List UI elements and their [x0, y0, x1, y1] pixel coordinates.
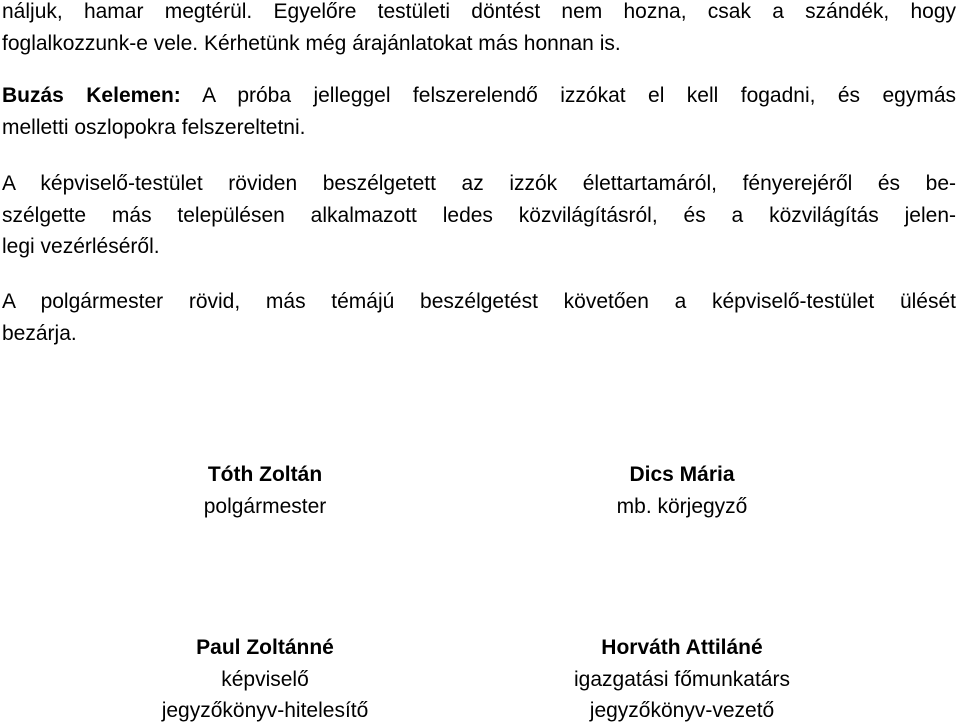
signature-secretary-function: jegyzőkönyv-vezető [589, 699, 775, 722]
paragraph-closing [2, 286, 956, 349]
signature-secretary [532, 632, 832, 727]
paragraph-top [2, 0, 956, 59]
paragraph-discussion [2, 168, 956, 263]
signature-mayor-role: polgármester [203, 494, 327, 518]
paragraph-top-line-2: foglalkozzunk-e vele. Kérhetünk még árajánlatokat más honnan is. [2, 31, 621, 55]
signature-representative-function: jegyzőkönyv-hitelesítő [161, 699, 369, 722]
paragraph-closing-line-2: bezárja. [2, 321, 77, 345]
paragraph-closing-line-1: A polgármester rövid, más témájú beszélgetést követően a képviselő-testület ülését [2, 290, 956, 313]
paragraph-buzas-line-2: melletti oszlopokra felszereltetni. [2, 115, 306, 139]
signature-representative-role: képviselő [221, 667, 309, 691]
paragraph-buzas-line-1-text: A próba jelleggel felszerelendő izzókat el kell fogadni, és egymás [180, 84, 956, 107]
signature-representative [115, 632, 415, 727]
signature-mayor [115, 459, 415, 522]
paragraph-discussion-line-3: legi vezérléséről. [2, 235, 160, 258]
signature-notary [532, 459, 832, 522]
paragraph-top-line-1: náljuk, hamar megtérül. Egyelőre testületi döntést nem hozna, csak a szándék, hogy [2, 0, 956, 23]
signature-secretary-role: igazgatási főmunkatárs [574, 667, 790, 691]
signature-notary-role: mb. körjegyző [616, 494, 748, 518]
paragraph-discussion-line-1: A képviselő-testület röviden beszélgetett az izzók élettartamáról, fényerejéről és be- [2, 172, 956, 195]
paragraph-discussion-line-2: szélgette más településen alkalmazott ledes közvilágításról, és a közvilágítás jelen- [2, 203, 956, 227]
signature-notary-name: Dics Mária [629, 463, 735, 486]
signature-secretary-name: Horváth Attiláné [601, 636, 763, 659]
speaker-name: Buzás Kelemen: [2, 84, 181, 107]
paragraph-buzas [2, 80, 956, 143]
paragraph-buzas-line-1 [2, 80, 956, 112]
signature-representative-name: Paul Zoltánné [196, 636, 334, 659]
signature-mayor-name: Tóth Zoltán [207, 463, 323, 486]
